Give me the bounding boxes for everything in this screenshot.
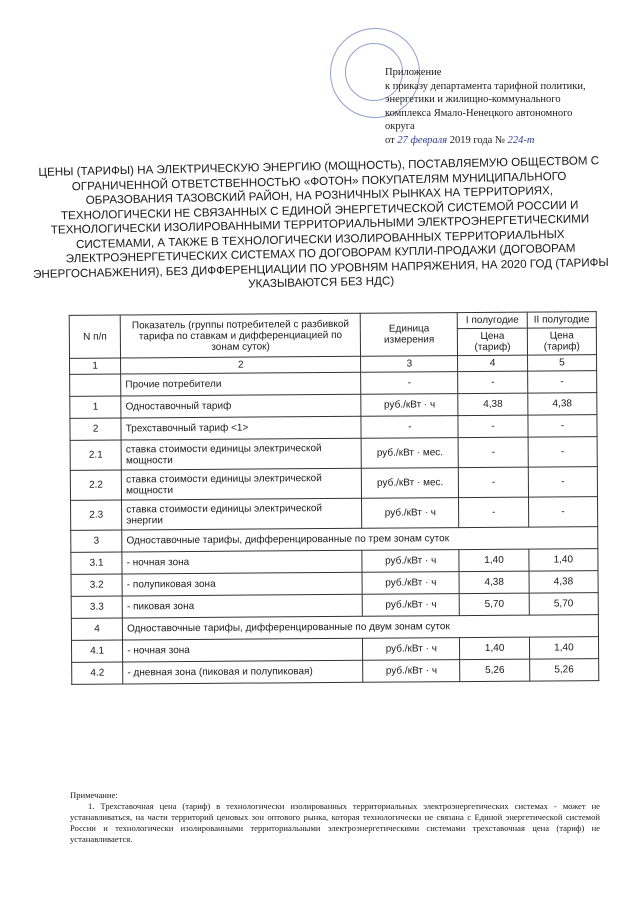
row-indicator: Одноставочные тарифы, дифференцированные по двум зонам суток [123, 615, 599, 640]
row-indicator: ставка стоимости единицы электрической мощности [121, 438, 361, 470]
row-price-half2: 4,38 [527, 393, 596, 415]
appendix-line: комплекса Ямало-Ненецкого автономного [385, 107, 573, 119]
row-price-half2: 1,40 [529, 549, 598, 571]
row-price-half1: - [459, 497, 528, 527]
date-prefix: от [385, 134, 395, 146]
row-unit: руб./кВт · мес. [361, 468, 459, 499]
document-title: ЦЕНЫ (ТАРИФЫ) НА ЭЛЕКТРИЧЕСКУЮ ЭНЕРГИЮ (МОЩНОСТЬ), ПОСТАВЛЯЕМУЮ ОБЩЕСТВОМ С ОГРАНИЧЕННОЙ ОТВЕТСТВЕННОСТЬЮ «ФОТОН» ПОКУПАТЕЛЯМ МУНИЦИПАЛЬНОГО ОБРАЗОВАНИЯ ТАЗОВСКИЙ РАЙОН, НА РОЗНИЧНЫХ РЫНКАХ НА ТЕРРИТОРИЯХ, ТЕХНОЛОГИЧЕСКИ НЕ СВЯЗАННЫХ С ЕДИНОЙ ЭНЕРГЕТИЧЕСКОЙ СИСТЕМОЙ РОССИИ И ТЕХНОЛОГИЧЕСКИ ИЗОЛИРОВАННЫМИ ТЕРРИТОРИАЛЬНЫМИ ЭЛЕКТРОЭНЕРГЕТИЧЕСКИМИ СИСТЕМАМИ, А ТАКЖЕ В ТЕХНОЛОГИЧЕСКИ ИЗОЛИРОВАННЫХ ТЕРРИТОРИАЛЬНЫХ ЭЛЕКТРОЭНЕРГЕТИЧЕСКИХ СИСТЕМАХ ПО ДОГОВОРАМ КУПЛИ-ПРОДАЖИ (ДОГОВОРАМ ЭНЕРГОСНАБЖЕНИЯ), БЕЗ ДИФФЕРЕНЦИАЦИИ ПО УРОВНЯМ НАПРЯЖЕНИЯ, НА 2020 ГОД (ТАРИФЫ УКАЗЫВАЮТСЯ БЕЗ НДС) [32, 154, 609, 291]
appendix-line: энергетики и жилищно-коммунального [385, 94, 561, 105]
col-number: 2 [121, 356, 361, 374]
row-price-half2: - [528, 467, 598, 497]
row-price-half1: 4,38 [459, 571, 528, 593]
row-indicator: - ночная зона [122, 550, 362, 574]
row-unit: руб./кВт · ч [363, 660, 461, 683]
order-number: 224-т [507, 134, 535, 146]
note-block [70, 790, 600, 845]
row-number: 4.2 [72, 662, 123, 684]
row-number: 3.2 [71, 574, 122, 596]
row-number: 3 [71, 530, 122, 552]
row-price-half1: 1,40 [459, 549, 528, 571]
table-row [72, 659, 599, 685]
row-unit: руб./кВт · ч [362, 572, 460, 595]
row-price-half2: 4,38 [529, 571, 598, 593]
header-indicator: Показатель (группы потребителей с разбивкой тарифа по ставкам и дифференциацией по зонам суток) [120, 313, 360, 358]
row-unit: руб./кВт · ч [362, 594, 460, 617]
row-price-half1: 1,40 [460, 637, 529, 659]
table-row [71, 497, 598, 531]
row-price-half2: - [528, 497, 598, 527]
row-price-half1: - [459, 437, 528, 467]
row-unit: руб./кВт · мес. [361, 438, 459, 469]
row-number: 2 [70, 418, 121, 440]
row-unit: - [361, 372, 459, 395]
col-number: 1 [70, 358, 121, 374]
row-number: 2.3 [71, 500, 122, 530]
table-body [70, 371, 599, 685]
header-price2: Цена (тариф) [527, 328, 596, 355]
note-text: 1. Трехставочная цена (тариф) в технологически изолированных территориальных электроэнергетических системах - может не устанавливаться, на части территорий ценовых зон оптового рынка, которая технологически не связана с Единой энергетической системой России и технологически изолированными территориальными электроэнергетическими системами трехставочная цена (тариф) не устанавливается. [70, 801, 600, 844]
row-unit: руб./кВт · ч [363, 638, 461, 661]
header-price1: Цена (тариф) [458, 328, 527, 355]
order-date-line [385, 134, 625, 148]
row-number: 3.3 [71, 596, 122, 618]
row-price-half2: 5,26 [529, 659, 598, 681]
row-indicator: Прочие потребители [121, 372, 361, 396]
row-indicator: Одноставочный тариф [121, 394, 361, 418]
appendix-block [385, 66, 625, 147]
row-price-half2: - [528, 415, 597, 437]
table-row [70, 467, 597, 501]
row-unit: руб./кВт · ч [362, 550, 460, 573]
row-indicator: ставка стоимости единицы электрической энергии [122, 498, 362, 530]
table-row [70, 437, 597, 471]
row-price-half1: 5,70 [460, 593, 529, 615]
row-price-half2: 1,40 [529, 637, 598, 659]
row-number: 2.2 [70, 470, 121, 500]
date-month: февраля [410, 134, 448, 146]
header-num: N п/п [69, 315, 120, 358]
row-price-half1: - [458, 415, 527, 437]
row-number [70, 374, 121, 396]
appendix-line: округа [385, 121, 415, 132]
row-price-half1: 5,26 [460, 659, 529, 681]
row-price-half1: - [459, 467, 528, 497]
col-number: 5 [527, 355, 596, 371]
row-number: 2.1 [70, 440, 121, 470]
row-number: 3.1 [71, 552, 122, 574]
row-price-half1: 4,38 [458, 393, 527, 415]
appendix-line: к приказу департамента тарифной политики, [385, 80, 586, 92]
row-indicator: - дневная зона (пиковая и полупиковая) [123, 660, 363, 684]
tariff-table [69, 311, 600, 685]
row-price-half2: - [527, 371, 596, 393]
row-number: 1 [70, 396, 121, 418]
row-number: 4.1 [71, 640, 122, 662]
row-unit: руб./кВт · ч [362, 498, 460, 529]
date-day: 27 [397, 134, 408, 146]
date-year: 2019 года № [449, 134, 505, 146]
note-heading: Примечание: [70, 790, 118, 800]
header-unit: Единица измерения [360, 313, 458, 357]
row-price-half2: 5,70 [529, 593, 598, 615]
appendix-line: Приложение [385, 67, 442, 78]
row-indicator: Одноставочные тарифы, дифференцированные по трем зонам суток [122, 527, 598, 552]
row-unit: - [361, 416, 459, 439]
row-indicator: Трехставочный тариф <1> [121, 416, 361, 440]
row-indicator: ставка стоимости единицы электрической мощности [121, 468, 361, 500]
row-indicator: - пиковая зона [122, 594, 362, 618]
row-indicator: - ночная зона [123, 638, 363, 662]
row-indicator: - полупиковая зона [122, 572, 362, 596]
header-half1: I полугодие [458, 312, 527, 328]
row-price-half1: - [458, 371, 527, 393]
row-number: 4 [71, 618, 122, 640]
row-price-half2: - [528, 437, 598, 467]
header-half2: II полугодие [527, 312, 596, 328]
col-number: 4 [458, 355, 527, 371]
col-number: 3 [361, 356, 458, 373]
row-unit: руб./кВт · ч [361, 394, 459, 417]
